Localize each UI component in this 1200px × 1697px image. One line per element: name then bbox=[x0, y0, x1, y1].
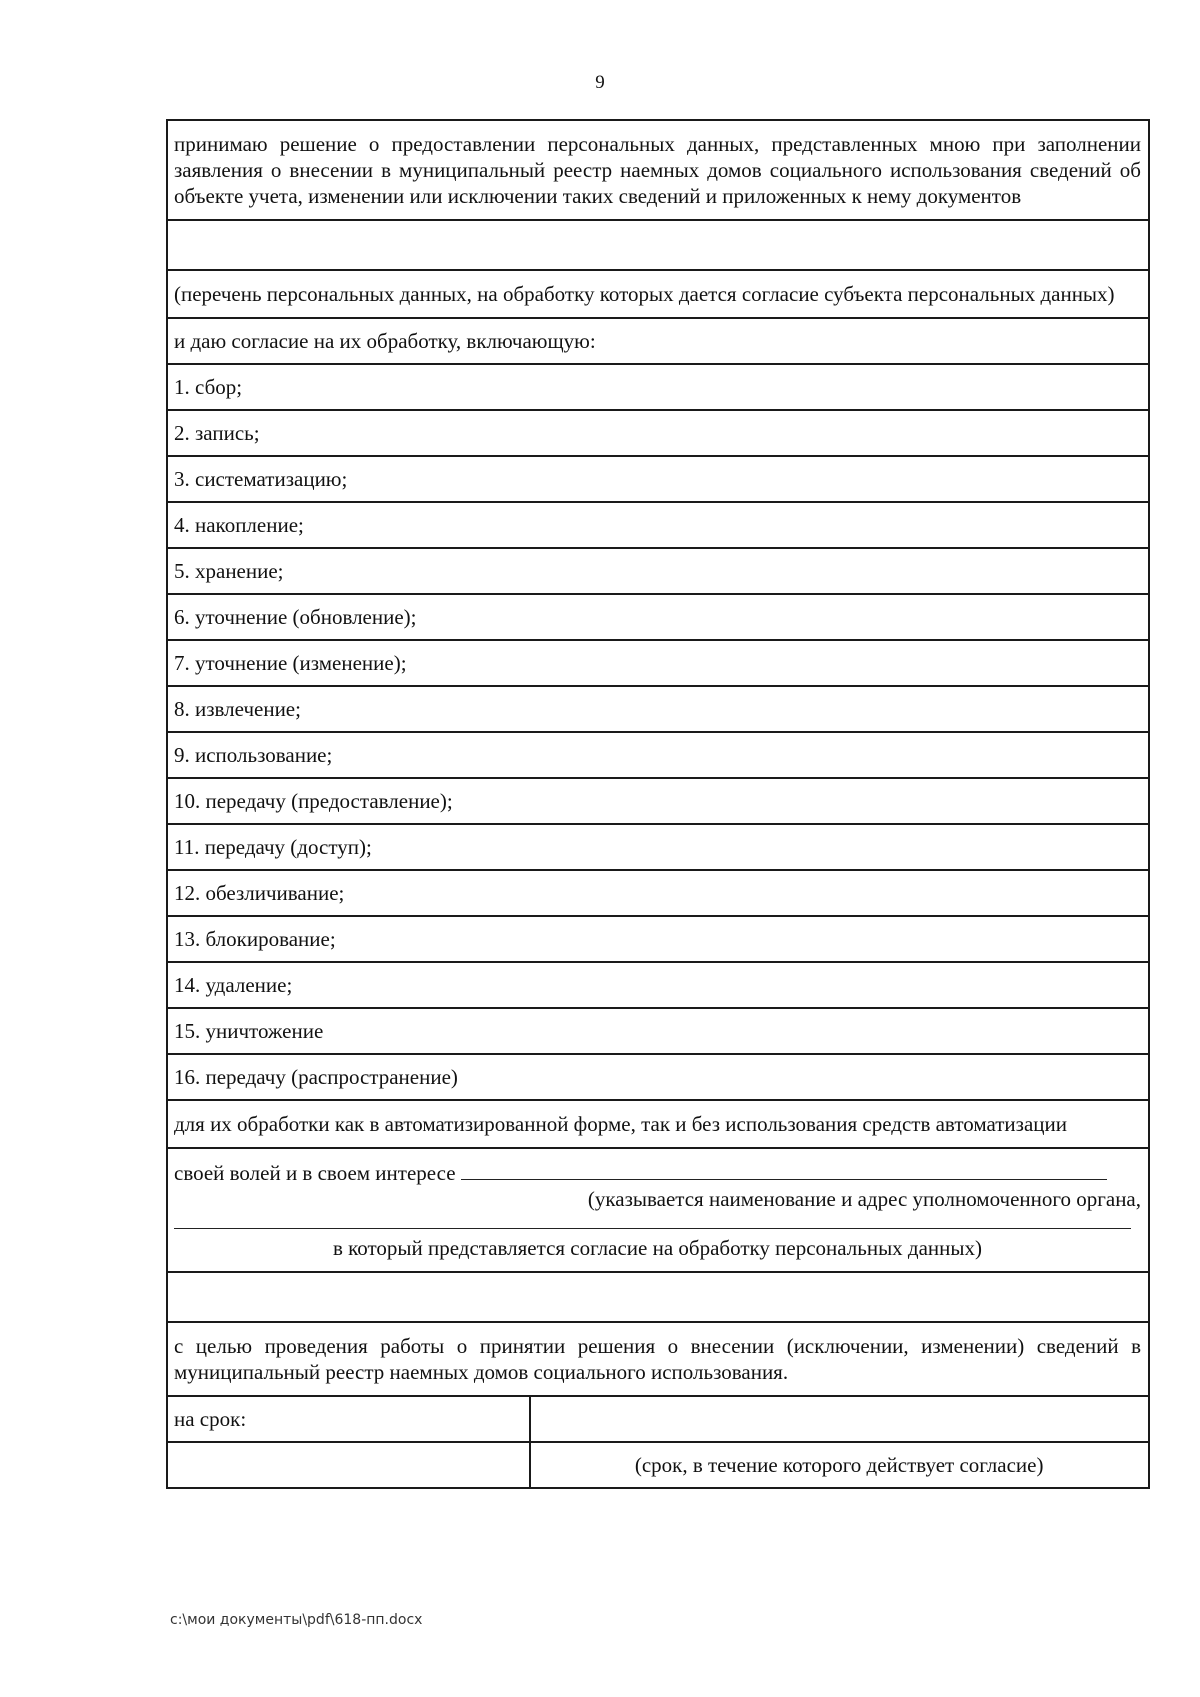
blank-field[interactable] bbox=[167, 1272, 1149, 1322]
action-cell bbox=[167, 410, 1149, 456]
intro-cell bbox=[167, 120, 1149, 220]
term-label: на срок: bbox=[174, 1407, 247, 1431]
action-cell bbox=[167, 824, 1149, 870]
action-row bbox=[167, 686, 1149, 732]
action-cell bbox=[167, 732, 1149, 778]
consent-text: и даю согласие на их обработку, включающую: bbox=[174, 329, 596, 353]
action-item: 15. уничтожение bbox=[174, 1019, 324, 1043]
action-row bbox=[167, 778, 1149, 824]
action-item: 16. передачу (распространение) bbox=[174, 1065, 458, 1089]
action-row bbox=[167, 824, 1149, 870]
action-row bbox=[167, 594, 1149, 640]
action-item: 8. извлечение; bbox=[174, 697, 301, 721]
term-caption-cell bbox=[530, 1442, 1149, 1488]
action-item: 1. сбор; bbox=[174, 375, 243, 399]
term-caption: (срок, в течение которого действует согласие) bbox=[634, 1453, 1044, 1477]
action-item: 13. блокирование; bbox=[174, 927, 336, 951]
action-row bbox=[167, 1054, 1149, 1100]
action-item: 9. использование; bbox=[174, 743, 333, 767]
action-cell bbox=[167, 870, 1149, 916]
action-row bbox=[167, 364, 1149, 410]
action-row bbox=[167, 410, 1149, 456]
action-cell bbox=[167, 778, 1149, 824]
action-row bbox=[167, 916, 1149, 962]
purpose-cell bbox=[167, 1322, 1149, 1396]
action-cell bbox=[167, 916, 1149, 962]
authority-cell bbox=[167, 1148, 1149, 1272]
action-row bbox=[167, 870, 1149, 916]
processing-mode-text: для их обработки как в автоматизированной форме, так и без использования средств автоматизации bbox=[174, 1112, 1067, 1136]
action-row bbox=[167, 1008, 1149, 1054]
action-cell bbox=[167, 456, 1149, 502]
purpose-text: с целью проведения работы о принятии решения о внесении (исключении, изменении) сведений в муниципальный реестр наемных домов социального использования. bbox=[174, 1334, 1141, 1384]
term-label-cell bbox=[167, 1396, 530, 1442]
personal-data-list-caption: (перечень персональных данных, на обработку которых дается согласие субъекта персональных данных) bbox=[174, 282, 1115, 306]
action-row bbox=[167, 548, 1149, 594]
action-cell bbox=[167, 594, 1149, 640]
action-item: 11. передачу (доступ); bbox=[174, 835, 372, 859]
action-row bbox=[167, 732, 1149, 778]
consent-text-cell bbox=[167, 318, 1149, 364]
action-row bbox=[167, 640, 1149, 686]
personal-data-list-field[interactable] bbox=[167, 220, 1149, 270]
intro-text: принимаю решение о предоставлении персональных данных, представленных мною при заполнении заявления о внесении в муниципальный реестр наемных домов социального использования сведений об объекте учета, изменении или исключении таких сведений и приложенных к нему документов bbox=[174, 132, 1141, 208]
action-item: 12. обезличивание; bbox=[174, 881, 345, 905]
own-will-text: своей волей и в своем интересе bbox=[174, 1161, 456, 1185]
action-cell bbox=[167, 548, 1149, 594]
term-empty-cell bbox=[167, 1442, 530, 1488]
authority-address-line[interactable] bbox=[174, 1214, 1131, 1229]
action-row bbox=[167, 962, 1149, 1008]
action-cell bbox=[167, 962, 1149, 1008]
personal-data-caption-cell bbox=[167, 270, 1149, 318]
authority-name-line[interactable] bbox=[461, 1159, 1107, 1180]
authority-caption-1: (указывается наименование и адрес уполномоченного органа, bbox=[587, 1187, 1141, 1211]
term-value-field[interactable] bbox=[530, 1396, 1149, 1442]
action-cell bbox=[167, 364, 1149, 410]
authority-caption-2: в который представляется согласие на обработку персональных данных) bbox=[332, 1236, 983, 1260]
action-item: 2. запись; bbox=[174, 421, 260, 445]
action-item: 6. уточнение (обновление); bbox=[174, 605, 417, 629]
action-item: 5. хранение; bbox=[174, 559, 284, 583]
action-row bbox=[167, 456, 1149, 502]
action-item: 3. систематизацию; bbox=[174, 467, 348, 491]
footer-file-path: c:\мои документы\pdf\618-пп.docx bbox=[170, 1612, 423, 1628]
action-item: 14. удаление; bbox=[174, 973, 293, 997]
action-item: 10. передачу (предоставление); bbox=[174, 789, 453, 813]
action-cell bbox=[167, 1054, 1149, 1100]
action-cell bbox=[167, 1008, 1149, 1054]
action-cell bbox=[167, 640, 1149, 686]
page-number: 9 bbox=[595, 72, 605, 93]
action-row bbox=[167, 502, 1149, 548]
consent-form-table bbox=[166, 119, 1150, 1489]
action-item: 7. уточнение (изменение); bbox=[174, 651, 407, 675]
processing-mode-cell bbox=[167, 1100, 1149, 1148]
action-cell bbox=[167, 686, 1149, 732]
action-item: 4. накопление; bbox=[174, 513, 304, 537]
action-cell bbox=[167, 502, 1149, 548]
